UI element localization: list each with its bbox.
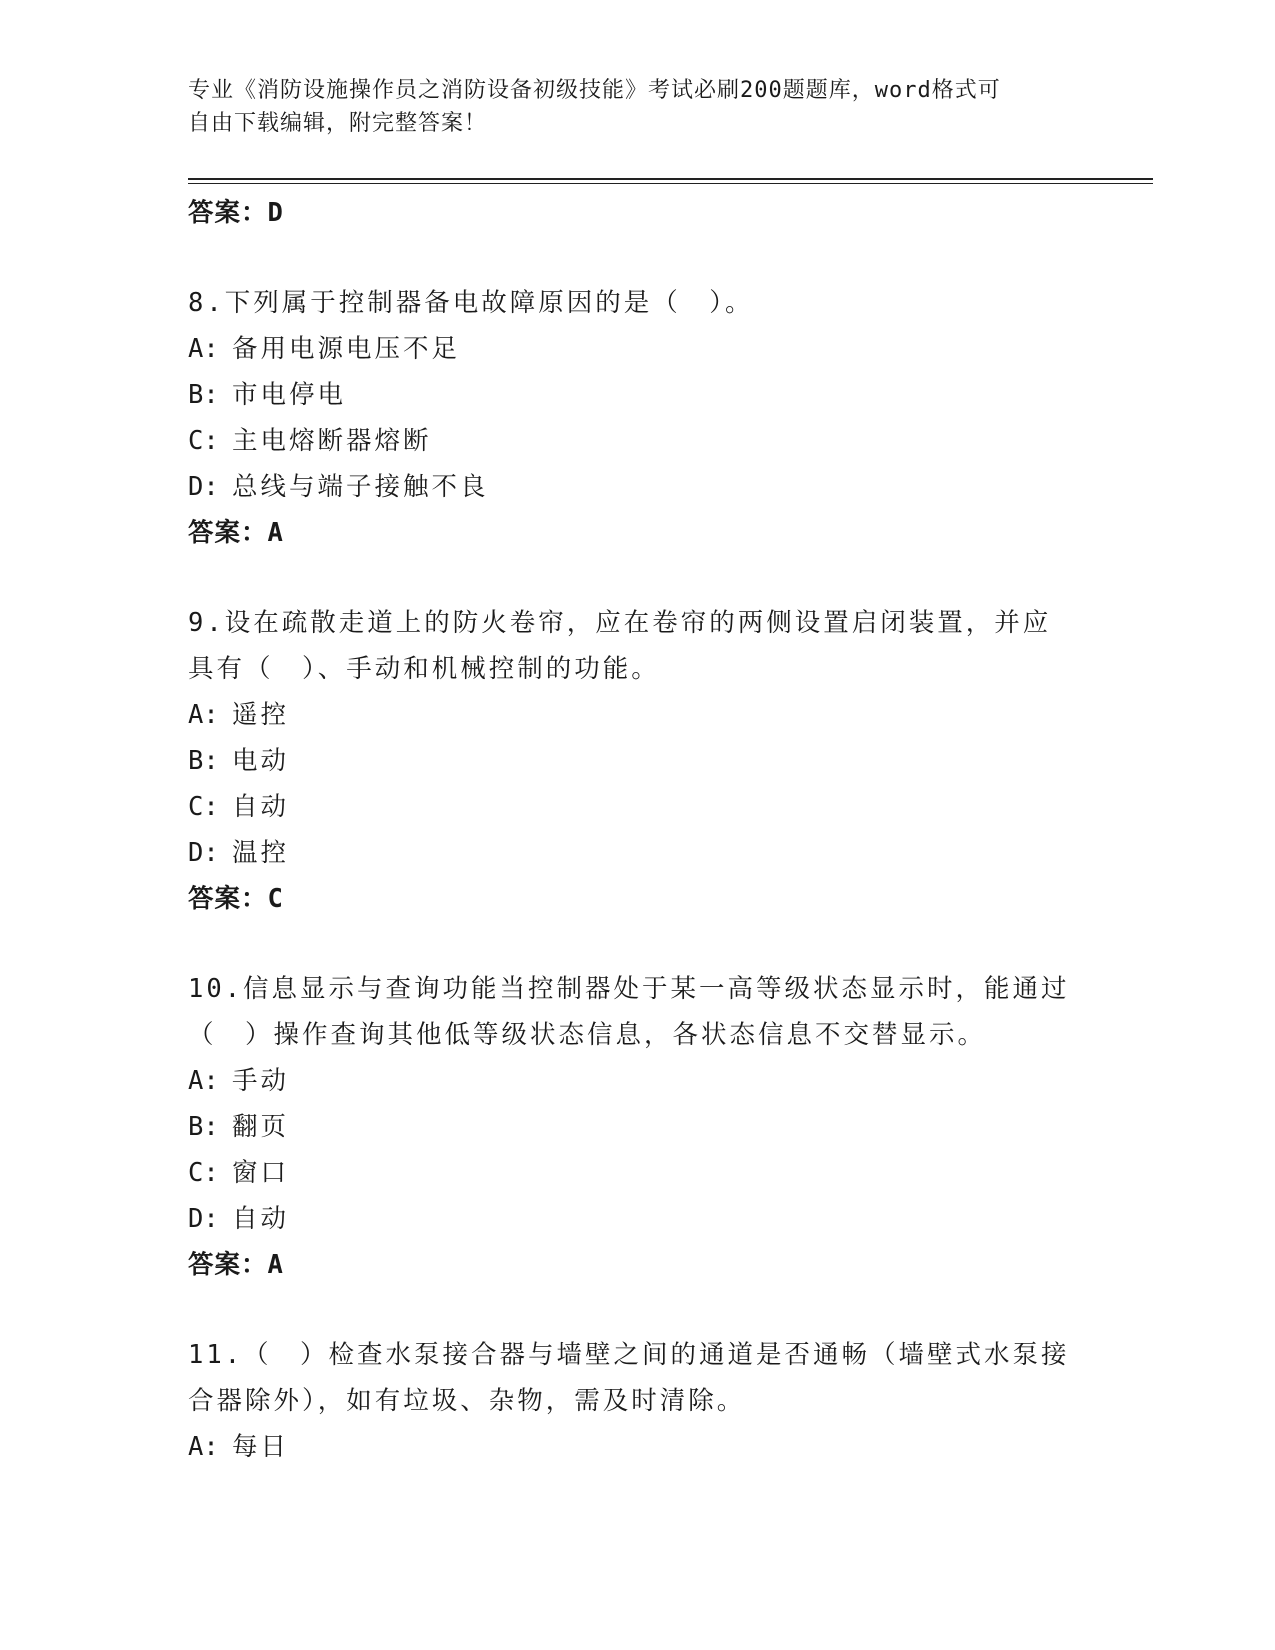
question-stem: 8.下列属于控制器备电故障原因的是（ ）。 [188, 288, 754, 318]
option-text: 主电熔断器熔断 [232, 426, 432, 456]
header-rule [188, 178, 1153, 180]
option-key: D: [188, 838, 219, 868]
answer-label: 答案： [188, 884, 268, 914]
question-stem: 9.设在疏散走道上的防火卷帘，应在卷帘的两侧设置启闭装置，并应 [188, 608, 1052, 638]
option-text: 自动 [232, 1204, 290, 1234]
option-text: 备用电源电压不足 [232, 334, 461, 364]
option-c [188, 784, 1118, 830]
option-text: 窗口 [232, 1158, 290, 1188]
option-d [188, 464, 1118, 510]
question-list [188, 190, 1118, 1470]
option-a [188, 1424, 1118, 1470]
question-stem: 11.（ ）检查水泵接合器与墙壁之间的通道是否通畅（墙壁式水泵接 [188, 1340, 1070, 1370]
option-key: A: [188, 1066, 219, 1096]
option-d [188, 830, 1118, 876]
option-c [188, 418, 1118, 464]
option-key: B: [188, 746, 219, 776]
option-b [188, 372, 1118, 418]
question-item [188, 280, 1118, 556]
option-key: B: [188, 380, 219, 410]
question-item [188, 600, 1118, 922]
answer-line [188, 876, 1118, 922]
option-text: 遥控 [232, 700, 290, 730]
option-key: D: [188, 472, 219, 502]
option-d [188, 1196, 1118, 1242]
option-text: 自动 [232, 792, 290, 822]
answer-line [188, 1242, 1118, 1288]
document-header [188, 74, 1068, 140]
question-stem: 合器除外），如有垃圾、杂物，需及时清除。 [188, 1386, 746, 1416]
option-key: B: [188, 1112, 219, 1142]
option-key: A: [188, 700, 219, 730]
answer-label: 答案： [188, 198, 268, 228]
question-item [188, 1332, 1118, 1470]
option-key: C: [188, 1158, 219, 1188]
option-a [188, 1058, 1118, 1104]
option-text: 每日 [232, 1432, 290, 1462]
header-line: 自由下载编辑，附完整答案！ [188, 111, 488, 136]
option-key: C: [188, 792, 219, 822]
question-item [188, 966, 1118, 1288]
option-text: 总线与端子接触不良 [232, 472, 489, 502]
answer-value: A [267, 518, 284, 548]
answer-line [188, 190, 1118, 236]
option-text: 手动 [232, 1066, 290, 1096]
option-key: A: [188, 1432, 219, 1462]
answer-label: 答案： [188, 518, 268, 548]
question-stem: 10.信息显示与查询功能当控制器处于某一高等级状态显示时，能通过 [188, 974, 1070, 1004]
answer-value: A [267, 1250, 284, 1280]
question-stem: （ ）操作查询其他低等级状态信息，各状态信息不交替显示。 [188, 1020, 987, 1050]
option-b [188, 1104, 1118, 1150]
option-text: 温控 [232, 838, 290, 868]
question-stem: 具有（ ）、手动和机械控制的功能。 [188, 654, 660, 684]
option-key: D: [188, 1204, 219, 1234]
header-rule [188, 183, 1153, 184]
option-text: 翻页 [232, 1112, 290, 1142]
answer-value: D [267, 198, 284, 228]
header-line: 专业《消防设施操作员之消防设备初级技能》考试必刷200题题库，word格式可 [188, 78, 1001, 103]
option-a [188, 326, 1118, 372]
option-b [188, 738, 1118, 784]
option-key: A: [188, 334, 219, 364]
option-a [188, 692, 1118, 738]
answer-label: 答案： [188, 1250, 268, 1280]
option-key: C: [188, 426, 219, 456]
option-text: 电动 [232, 746, 290, 776]
answer-value: C [267, 884, 284, 914]
option-c [188, 1150, 1118, 1196]
answer-line [188, 510, 1118, 556]
option-text: 市电停电 [232, 380, 347, 410]
